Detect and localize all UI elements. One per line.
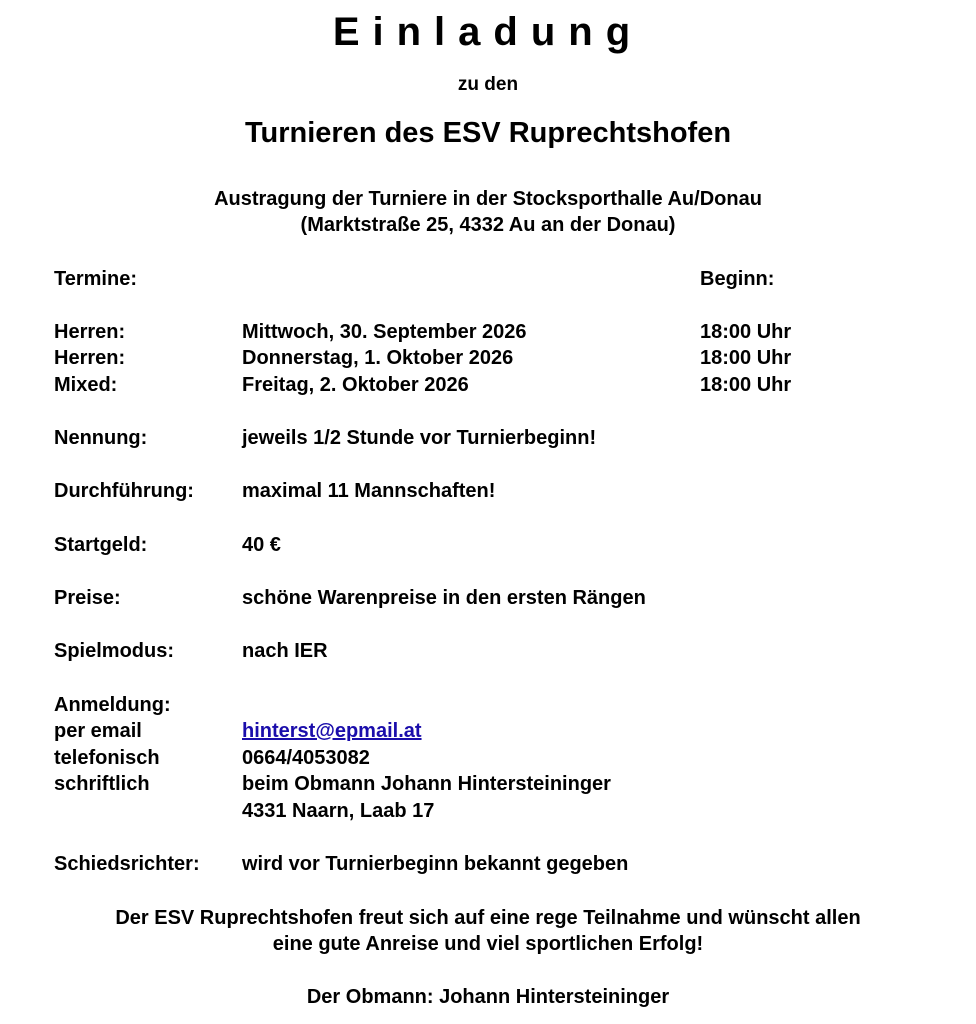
schedule-time: 18:00 Uhr	[700, 347, 792, 369]
detail-value-spielmodus: nach IER	[242, 640, 328, 662]
schedule-label: Termine:	[54, 268, 137, 290]
phone-label: telefonisch	[54, 747, 160, 769]
venue-line-1: Austragung der Turniere in der Stocksporthalle Au/Donau	[214, 188, 762, 210]
detail-label-spielmodus: Spielmodus:	[54, 640, 175, 662]
email-label: per email	[54, 720, 142, 742]
schedule-category: Herren:	[54, 321, 126, 343]
venue-line-2: (Marktstraße 25, 4332 Au an der Donau)	[300, 214, 676, 236]
detail-label-startgeld: Startgeld:	[54, 534, 148, 556]
subtitle: zu den	[457, 74, 519, 95]
phone-value: 0664/4053082	[242, 747, 370, 769]
schedule-time: 18:00 Uhr	[700, 321, 792, 343]
detail-value-startgeld: 40 €	[242, 534, 281, 556]
begin-label: Beginn:	[700, 268, 775, 290]
schedule-time: 18:00 Uhr	[700, 374, 792, 396]
document-title: Einladung	[332, 10, 644, 54]
schedule-date: Donnerstag, 1. Oktober 2026	[242, 347, 514, 369]
signature: Der Obmann: Johann Hintersteininger	[306, 986, 670, 1008]
detail-label-nennung: Nennung:	[54, 427, 148, 449]
written-label: schriftlich	[54, 773, 150, 795]
detail-value-nennung: jeweils 1/2 Stunde vor Turnierbeginn!	[242, 427, 597, 449]
detail-value-durchfuehrung: maximal 11 Mannschaften!	[242, 480, 496, 502]
written-line-2: 4331 Naarn, Laab 17	[242, 800, 435, 822]
registration-label: Anmeldung:	[54, 694, 171, 716]
written-line-1: beim Obmann Johann Hintersteininger	[242, 773, 611, 795]
schedule-date: Freitag, 2. Oktober 2026	[242, 374, 469, 396]
closing-line-2: eine gute Anreise und viel sportlichen Erfolg!	[272, 933, 704, 955]
schedule-date: Mittwoch, 30. September 2026	[242, 321, 527, 343]
detail-label-durchfuehrung: Durchführung:	[54, 480, 194, 502]
detail-label-preise: Preise:	[54, 587, 121, 609]
referee-value: wird vor Turnierbeginn bekannt gegeben	[242, 853, 629, 875]
closing-line-1: Der ESV Ruprechtshofen freut sich auf eine rege Teilnahme und wünscht allen	[115, 907, 861, 929]
email-link[interactable]: hinterst@epmail.at	[242, 720, 422, 742]
schedule-category: Herren:	[54, 347, 126, 369]
tournament-heading: Turnieren des ESV Ruprechtshofen	[244, 117, 732, 149]
schedule-category: Mixed:	[54, 374, 118, 396]
detail-value-preise: schöne Warenpreise in den ersten Rängen	[242, 587, 646, 609]
referee-label: Schiedsrichter:	[54, 853, 200, 875]
